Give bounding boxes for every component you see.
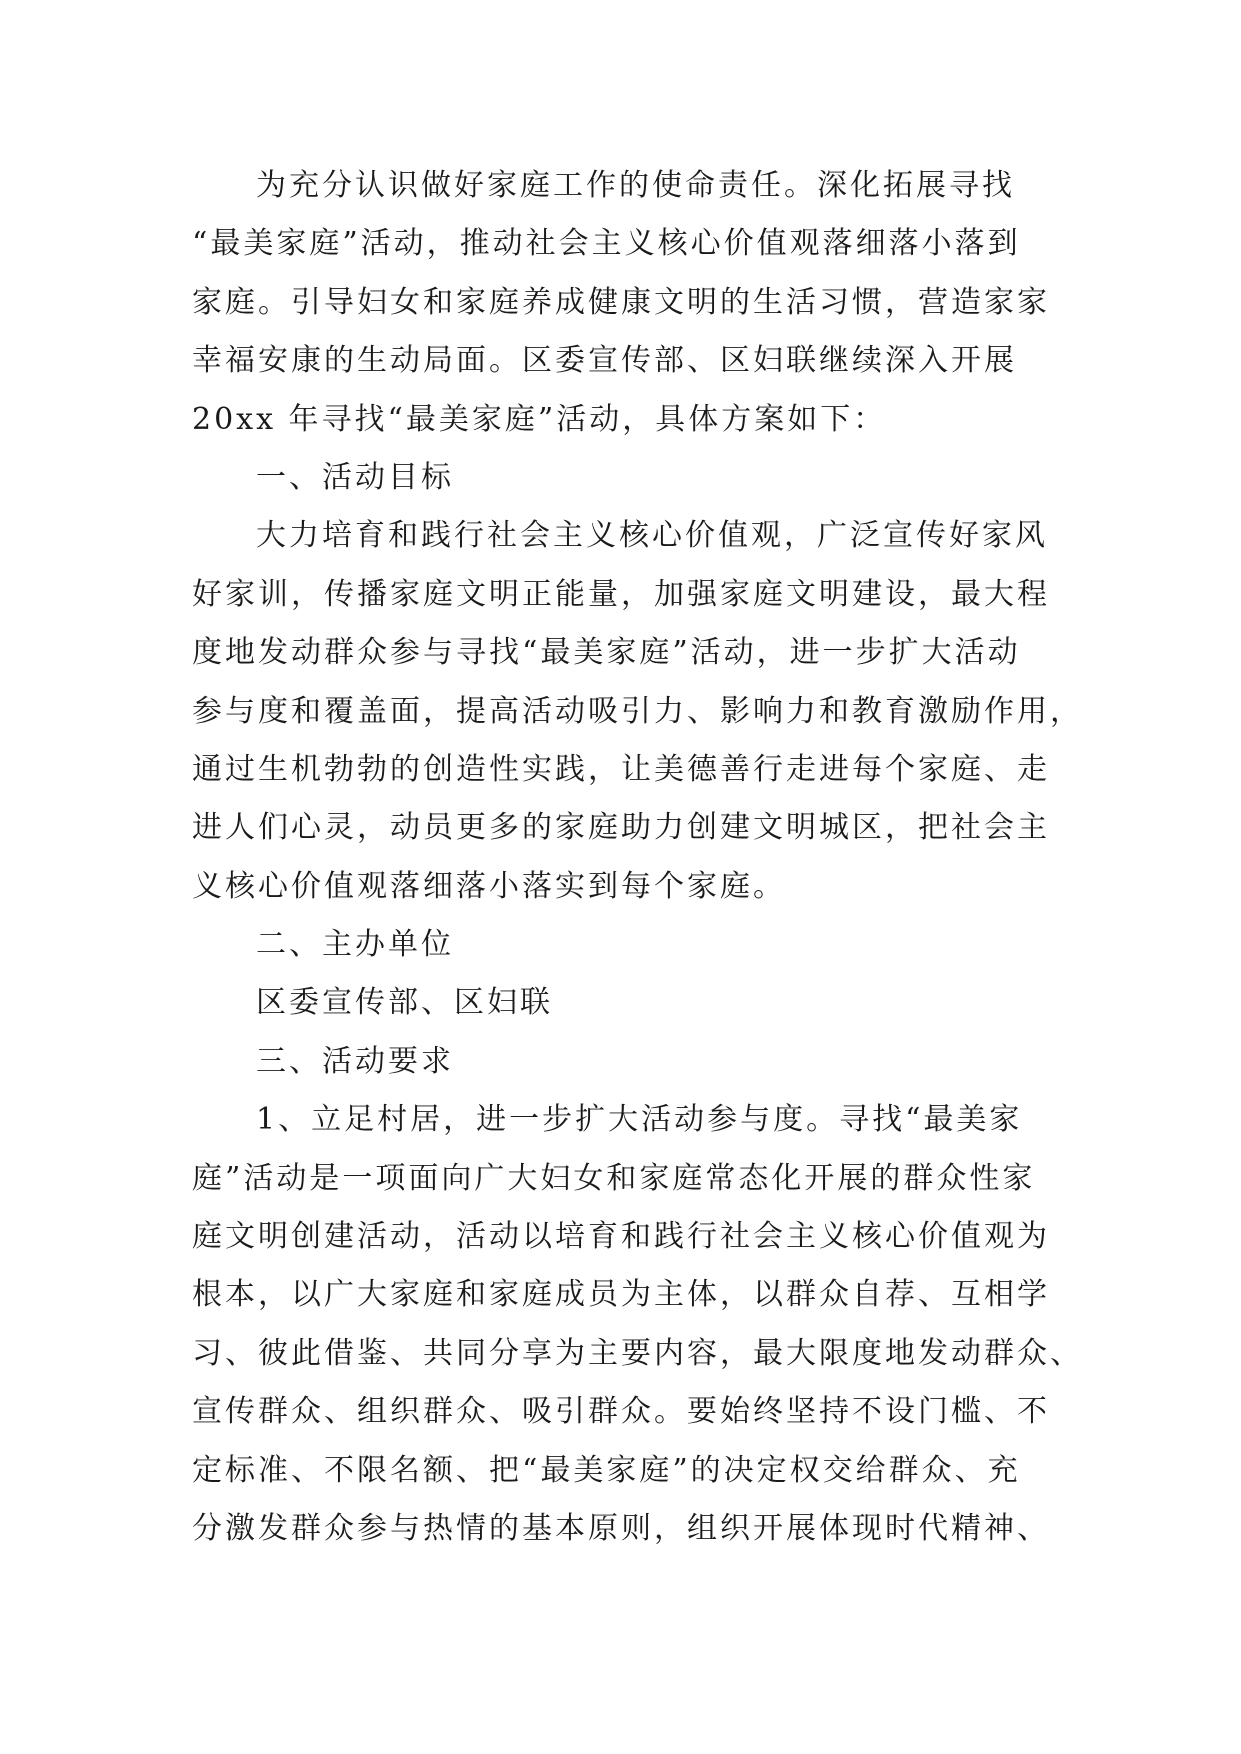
section-heading: 一、活动目标 — [256, 459, 454, 495]
paragraph-line: 庭”活动是一项面向广大妇女和家庭常态化开展的群众性家 — [192, 1160, 1036, 1196]
document-body — [192, 157, 1083, 1558]
paragraph-line: 通过生机勃勃的创造性实践，让美德善行走进每个家庭、走 — [192, 751, 1050, 787]
paragraph-line: 好家训，传播家庭文明正能量，加强家庭文明建设，最大程 — [192, 576, 1050, 612]
paragraph-line: 庭文明创建活动，活动以培育和践行社会主义核心价值观为 — [192, 1219, 1050, 1255]
paragraph-line: 家庭。引导妇女和家庭养成健康文明的生活习惯，营造家家 — [192, 284, 1050, 320]
paragraph-line: 定标准、不限名额、把“最美家庭”的决定权交给群众、充 — [192, 1452, 1021, 1488]
paragraph-line: 分激发群众参与热情的基本原则，组织开展体现时代精神、 — [192, 1510, 1050, 1546]
paragraph-line: 20xx 年寻找“最美家庭”活动，具体方案如下： — [192, 401, 887, 437]
paragraph-line: 区委宣传部、区妇联 — [256, 985, 553, 1021]
section-heading: 二、主办单位 — [256, 927, 454, 963]
paragraph-line: 宣传群众、组织群众、吸引群众。要始终坚持不设门槛、不 — [192, 1394, 1050, 1430]
section-heading: 三、活动要求 — [256, 1043, 454, 1079]
paragraph-line: 幸福安康的生动局面。区委宣传部、区妇联继续深入开展 — [192, 343, 1017, 379]
paragraph-line: 进人们心灵，动员更多的家庭助力创建文明城区，把社会主 — [192, 810, 1050, 846]
paragraph-line: 为充分认识做好家庭工作的使命责任。深化拓展寻找 — [256, 168, 1015, 203]
paragraph-line: 义核心价值观落细落小落实到每个家庭。 — [192, 868, 786, 904]
paragraph-line: 度地发动群众参与寻找“最美家庭”活动，进一步扩大活动 — [192, 635, 1021, 671]
paragraph-line: 大力培育和践行社会主义核心价值观，广泛宣传好家风 — [256, 518, 1048, 554]
paragraph-line: 习、彼此借鉴、共同分享为主要内容，最大限度地发动群众、 — [192, 1335, 1083, 1371]
paragraph-line: 参与度和覆盖面，提高活动吸引力、影响力和教育激励作用， — [192, 693, 1083, 729]
paragraph-line: “最美家庭”活动，推动社会主义核心价值观落细落小落到 — [192, 226, 1021, 262]
paragraph-line: 1、立足村居，进一步扩大活动参与度。寻找“最美家 — [256, 1102, 1023, 1138]
paragraph-line: 根本，以广大家庭和家庭成员为主体，以群众自荐、互相学 — [192, 1277, 1050, 1313]
